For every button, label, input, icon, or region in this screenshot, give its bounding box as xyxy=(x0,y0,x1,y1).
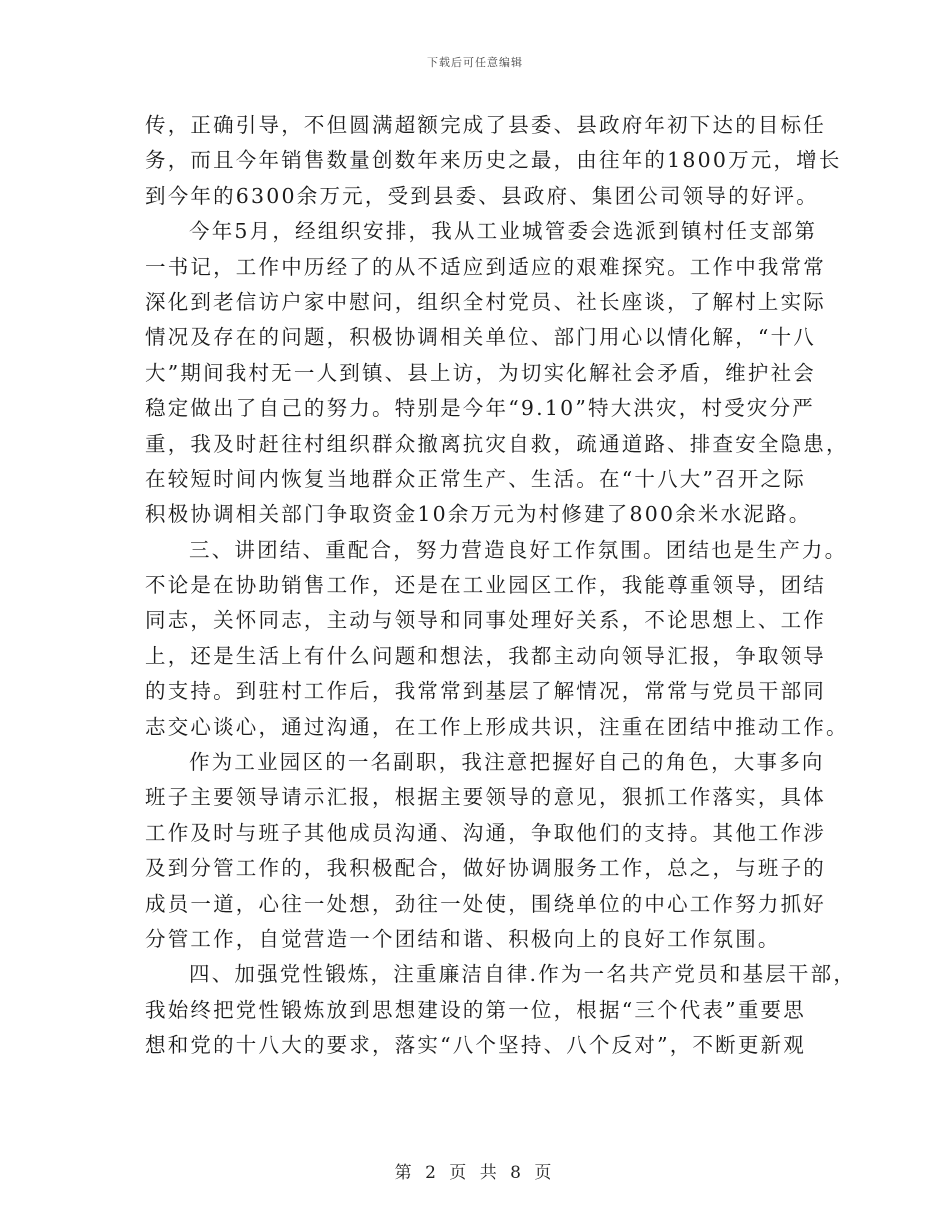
text-line: 我始终把党性锻炼放到思想建设的第一位，根据“三个代表”重要思 xyxy=(145,997,806,1022)
text-line: 班子主要领导请示汇报，根据主要领导的意见，狠抓工作落实，具体 xyxy=(145,785,826,810)
text-line: 大”期间我村无一人到镇、县上访，为切实化解社会矛盾，维护社会 xyxy=(145,360,816,385)
text-line: 工作及时与班子其他成员沟通、沟通，争取他们的支持。其他工作涉 xyxy=(145,820,826,845)
text-line: 务，而且今年销售数量创数年来历史之最，由往年的1800万元，增长 xyxy=(145,148,842,173)
text-line: 分管工作，自觉营造一个团结和谐、积极向上的良好工作氛围。 xyxy=(145,926,781,951)
page-footer: 第 2 页 共 8 页 xyxy=(394,1163,556,1183)
text-line: 重，我及时赶往村组织群众撤离抗灾自救，疏通道路、排查安全隐患， xyxy=(145,431,849,456)
text-line: 积极协调相关部门争取资金10余万元为村修建了800余米水泥路。 xyxy=(145,502,812,527)
text-line: 上，还是生活上有什么问题和想法，我都主动向领导汇报，争取领导 xyxy=(145,643,826,668)
text-line: 在较短时间内恢复当地群众正常生产、生活。在“十八大”召开之际 xyxy=(145,466,806,491)
page-header: 下载后可任意编辑 xyxy=(427,56,523,69)
text-line: 的支持。到驻村工作后，我常常到基层了解情况，常常与党员干部同 xyxy=(145,679,826,704)
text-line: 想和党的十八大的要求，落实“八个坚持、八个反对”，不断更新观 xyxy=(145,1033,806,1058)
paragraph-first-line: 四、加强党性锻炼，注重廉洁自律.作为一名共产党员和基层干部， xyxy=(189,962,857,987)
paragraph-first-line: 作为工业园区的一名副职，我注意把握好自己的角色，大事多向 xyxy=(189,750,825,775)
document-body xyxy=(145,108,857,1064)
text-line: 及到分管工作的，我积极配合，做好协调服务工作，总之，与班子的 xyxy=(145,856,826,881)
text-line: 成员一道，心往一处想，劲往一处使，围绕单位的中心工作努力抓好 xyxy=(145,891,826,916)
text-line: 深化到老信访户家中慰问，组织全村党员、社长座谈，了解村上实际 xyxy=(145,289,826,314)
text-line: 情况及存在的问题，积极协调相关单位、部门用心以情化解，“十八 xyxy=(145,325,816,350)
text-line: 稳定做出了自己的努力。特别是今年“9.10”特大洪灾，村受灾分严 xyxy=(145,396,816,421)
text-line: 一书记，工作中历经了的从不适应到适应的艰难探究。工作中我常常 xyxy=(145,254,826,279)
text-line: 志交心谈心，通过沟通，在工作上形成共识，注重在团结中推动工作。 xyxy=(145,714,849,739)
text-line: 不论是在协助销售工作，还是在工业园区工作，我能尊重领导，团结 xyxy=(145,573,826,598)
text-line: 传，正确引导，不但圆满超额完成了县委、县政府年初下达的目标任 xyxy=(145,113,826,137)
text-line: 到今年的6300余万元，受到县委、县政府、集团公司领导的好评。 xyxy=(145,183,819,208)
text-line: 同志，关怀同志，主动与领导和同事处理好关系，不论思想上、工作 xyxy=(145,608,826,633)
paragraph-first-line: 今年5月，经组织安排，我从工业城管委会选派到镇村任支部第 xyxy=(189,219,818,244)
paragraph-first-line: 三、讲团结、重配合，努力营造良好工作氛围。团结也是生产力。 xyxy=(189,537,848,562)
